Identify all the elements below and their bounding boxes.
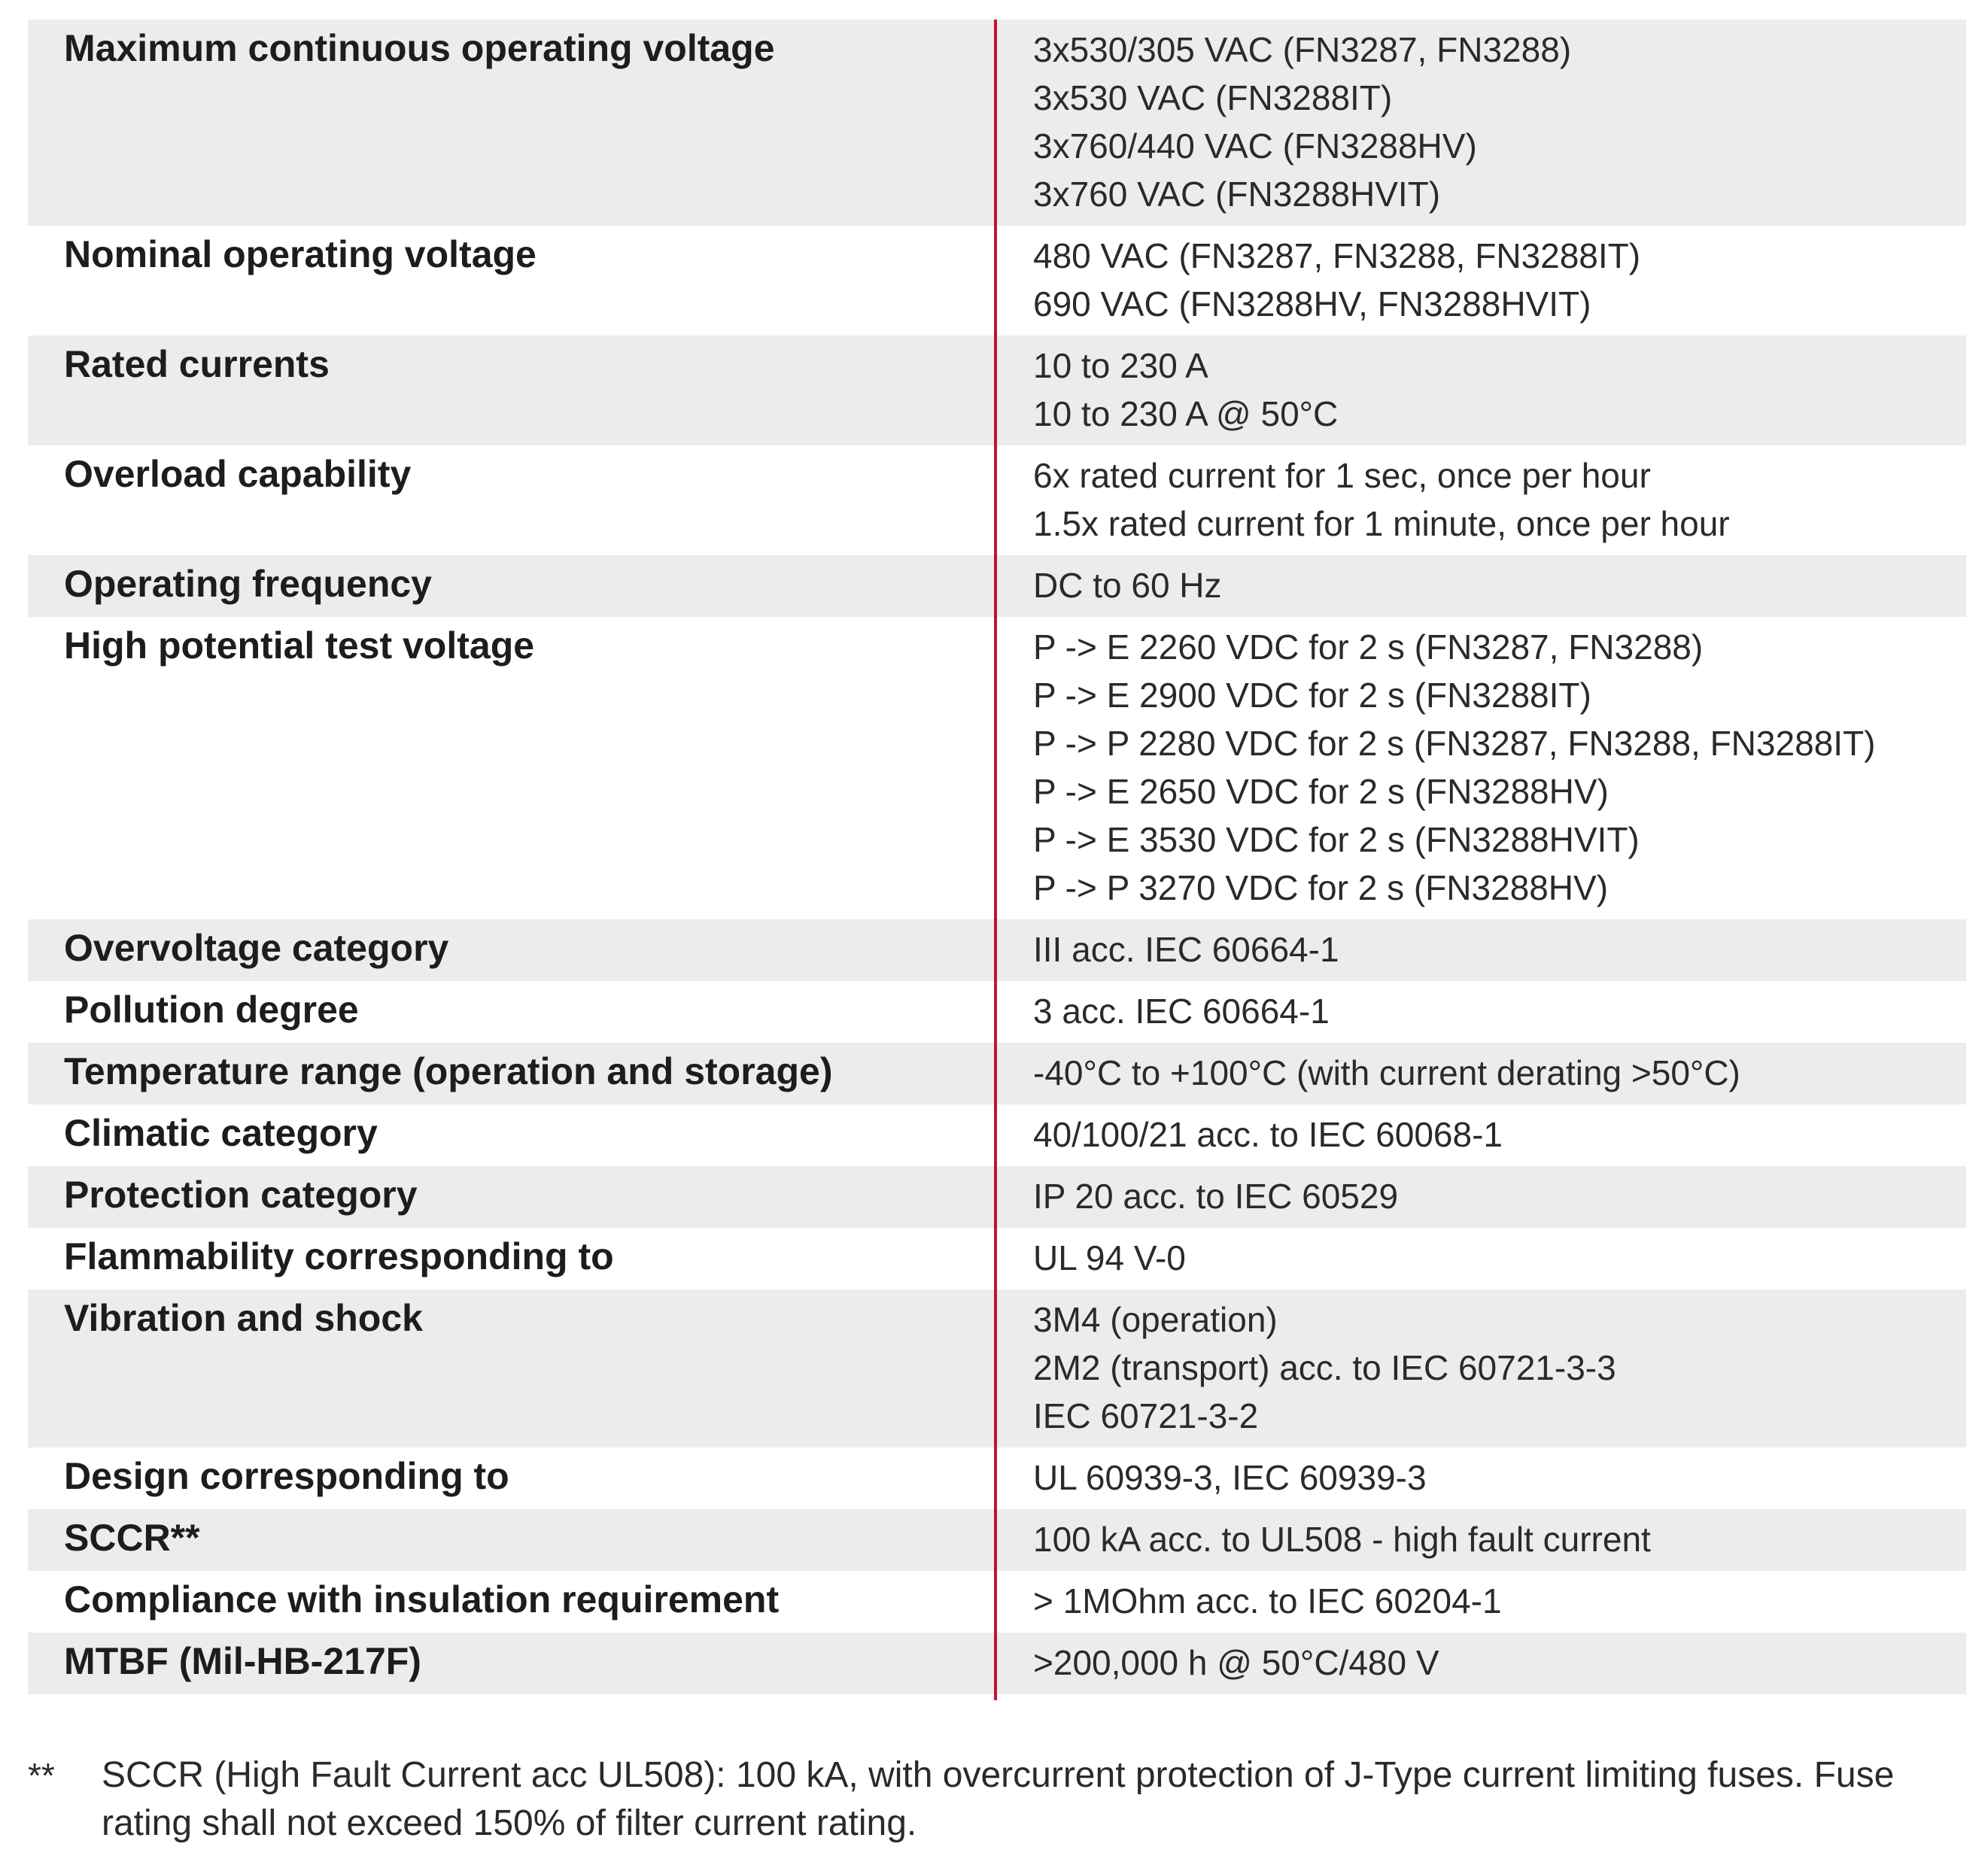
spec-value-line: DC to 60 Hz: [1033, 566, 1222, 605]
spec-value-line: 2M2 (transport) acc. to IEC 60721-3-3: [1033, 1348, 1616, 1387]
spec-label: Vibration and shock: [64, 1297, 423, 1339]
spec-label: Nominal operating voltage: [64, 233, 537, 275]
spec-values: [994, 1509, 1966, 1571]
spec-label: Overload capability: [64, 453, 412, 495]
spec-value-line: -40°C to +100°C (with current derating >50°C): [1033, 1053, 1740, 1092]
spec-value-line: 100 kA acc. to UL508 - high fault current: [1033, 1520, 1651, 1559]
spec-values: [994, 20, 1966, 226]
spec-value-line: P -> E 2900 VDC for 2 s (FN3288IT): [1033, 676, 1591, 715]
spec-row: [28, 1043, 1966, 1104]
spec-value-line: UL 94 V-0: [1033, 1238, 1186, 1277]
spec-row: [28, 1166, 1966, 1228]
spec-values: [994, 1104, 1966, 1166]
spec-value-line: 1.5x rated current for 1 minute, once per hour: [1033, 504, 1730, 543]
spec-value-line: > 1MOhm acc. to IEC 60204-1: [1033, 1581, 1502, 1621]
spec-values: [994, 555, 1966, 617]
spec-value-line: P -> E 2650 VDC for 2 s (FN3288HV): [1033, 772, 1609, 811]
spec-row: [28, 1289, 1966, 1447]
spec-values: [994, 226, 1966, 336]
spec-values: [994, 1447, 1966, 1509]
spec-table: [28, 20, 1966, 1694]
spec-value-line: P -> P 3270 VDC for 2 s (FN3288HV): [1033, 868, 1609, 907]
spec-row: [28, 1228, 1966, 1289]
footnote: [28, 1751, 1954, 1848]
spec-values: [994, 1228, 1966, 1289]
spec-row: [28, 1447, 1966, 1509]
spec-value-line: 3x760/440 VAC (FN3288HV): [1033, 126, 1477, 166]
spec-row: [28, 20, 1966, 226]
spec-row: [28, 981, 1966, 1043]
spec-row: [28, 226, 1966, 336]
spec-value-line: UL 60939-3, IEC 60939-3: [1033, 1458, 1427, 1497]
spec-label: Compliance with insulation requirement: [64, 1578, 780, 1621]
spec-value-line: P -> E 2260 VDC for 2 s (FN3287, FN3288): [1033, 627, 1704, 667]
spec-label: Maximum continuous operating voltage: [64, 27, 775, 69]
spec-label: MTBF (Mil-HB-217F): [64, 1640, 421, 1682]
spec-values: [994, 1571, 1966, 1633]
spec-value-line: P -> P 2280 VDC for 2 s (FN3287, FN3288, FN3288IT): [1033, 724, 1876, 763]
spec-row: [28, 1509, 1966, 1571]
spec-row: [28, 555, 1966, 617]
spec-value-line: 690 VAC (FN3288HV, FN3288HVIT): [1033, 284, 1591, 324]
spec-value-line: >200,000 h @ 50°C/480 V: [1033, 1643, 1439, 1682]
spec-label: Climatic category: [64, 1112, 378, 1154]
spec-value-line: 6x rated current for 1 sec, once per hour: [1033, 456, 1651, 495]
spec-values: [994, 617, 1966, 919]
spec-value-line: 3M4 (operation): [1033, 1300, 1278, 1339]
spec-row: [28, 1571, 1966, 1633]
spec-values: [994, 1289, 1966, 1447]
spec-value-line: 10 to 230 A: [1033, 346, 1208, 385]
spec-value-line: III acc. IEC 60664-1: [1033, 930, 1339, 969]
spec-row: [28, 336, 1966, 445]
spec-label: SCCR**: [64, 1517, 200, 1559]
spec-label: Flammability corresponding to: [64, 1235, 614, 1277]
spec-row: [28, 919, 1966, 981]
spec-label: Operating frequency: [64, 563, 432, 605]
spec-value-line: 40/100/21 acc. to IEC 60068-1: [1033, 1115, 1503, 1154]
footnote-marker: **: [28, 1756, 55, 1795]
spec-label: High potential test voltage: [64, 624, 535, 667]
spec-value-line: IEC 60721-3-2: [1033, 1396, 1259, 1435]
spec-row: [28, 445, 1966, 555]
spec-value-line: 3x530 VAC (FN3288IT): [1033, 78, 1393, 117]
spec-row: [28, 617, 1966, 919]
spec-label: Temperature range (operation and storage): [64, 1050, 833, 1092]
spec-row: [28, 1633, 1966, 1694]
spec-value-line: IP 20 acc. to IEC 60529: [1033, 1177, 1399, 1216]
spec-label: Protection category: [64, 1174, 418, 1216]
spec-label: Design corresponding to: [64, 1455, 509, 1497]
spec-label: Overvoltage category: [64, 927, 449, 969]
spec-values: [994, 1166, 1966, 1228]
spec-row: [28, 1104, 1966, 1166]
spec-value-line: 480 VAC (FN3287, FN3288, FN3288IT): [1033, 236, 1641, 275]
spec-label: Rated currents: [64, 343, 330, 385]
spec-value-line: 10 to 230 A @ 50°C: [1033, 394, 1339, 433]
spec-values: [994, 919, 1966, 981]
column-divider: [994, 20, 997, 1700]
spec-values: [994, 1633, 1966, 1694]
spec-values: [994, 336, 1966, 445]
spec-label: Pollution degree: [64, 989, 359, 1031]
spec-value-line: 3 acc. IEC 60664-1: [1033, 992, 1330, 1031]
spec-value-line: 3x530/305 VAC (FN3287, FN3288): [1033, 30, 1572, 69]
spec-value-line: P -> E 3530 VDC for 2 s (FN3288HVIT): [1033, 820, 1640, 859]
spec-value-line: 3x760 VAC (FN3288HVIT): [1033, 175, 1441, 214]
spec-values: [994, 981, 1966, 1043]
spec-values: [994, 445, 1966, 555]
footnote-text: SCCR (High Fault Current acc UL508): 100 kA, with overcurrent protection of J-Type current limiting fuses. Fuse rating shall not exceed 150% of filter current rating.: [102, 1755, 1895, 1843]
spec-values: [994, 1043, 1966, 1104]
